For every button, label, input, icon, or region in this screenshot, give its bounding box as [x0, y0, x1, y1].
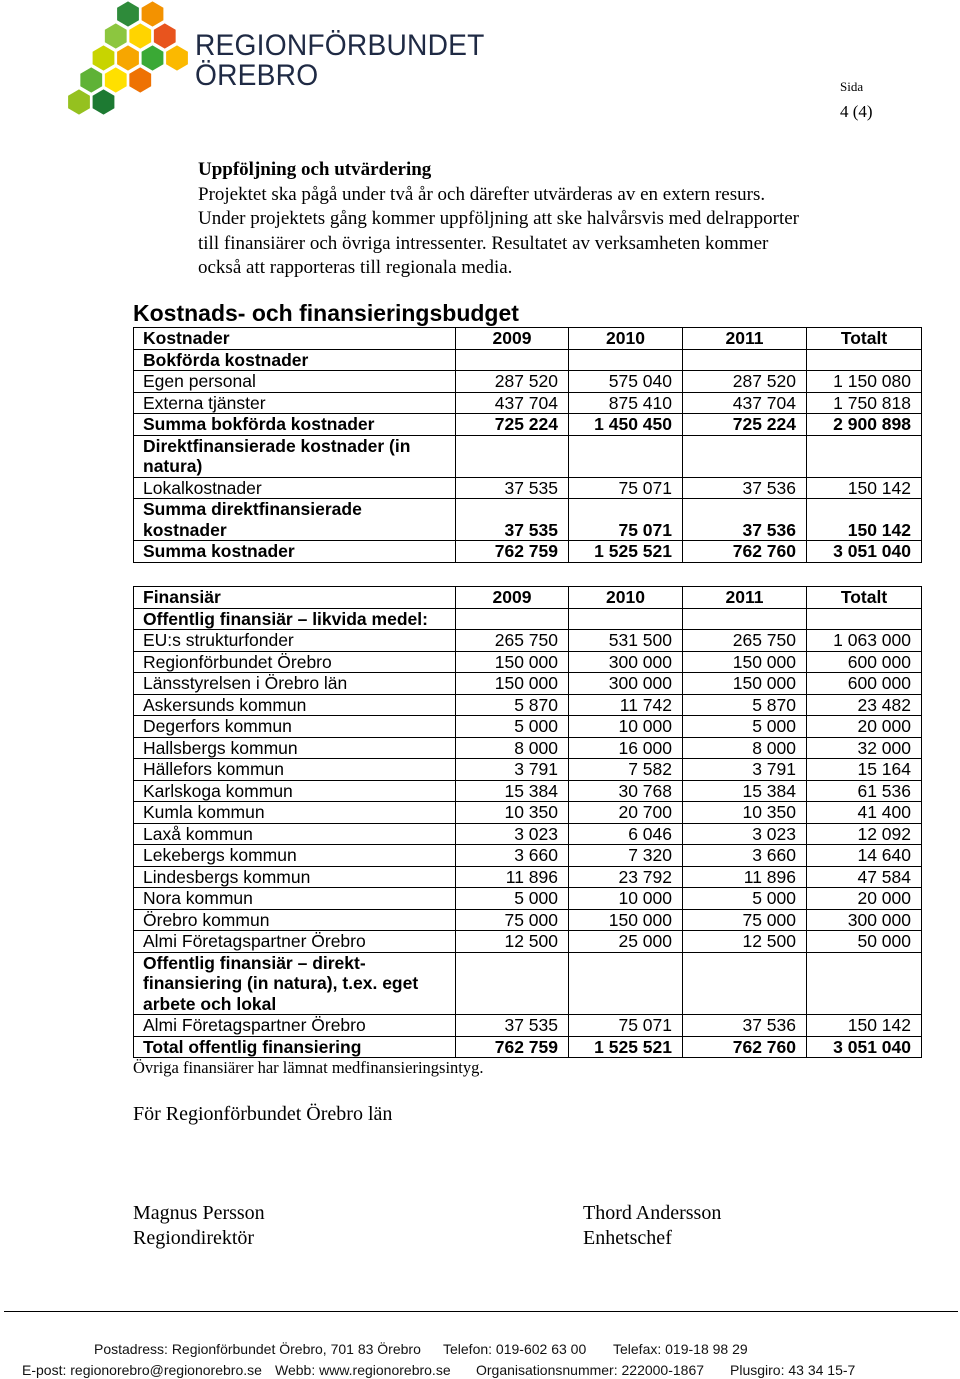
logo-hexagon: [166, 45, 188, 70]
cell-2009: 762 759: [456, 541, 569, 563]
cell-2009: 37 535: [456, 499, 569, 541]
paragraph-line: Projektet ska pågå under två år och därefter utvärderas av en extern resurs.: [198, 183, 766, 205]
cell-2010: 10 000: [569, 716, 683, 738]
cell-2010: 10 000: [569, 888, 683, 910]
cell-2009: 3 791: [456, 759, 569, 781]
cell-2011: 5 000: [683, 716, 807, 738]
table-row: [134, 759, 922, 781]
table-row: [134, 694, 922, 716]
cell-totalt: [807, 349, 922, 371]
cell-totalt: [807, 952, 922, 1015]
column-header-totalt: Totalt: [807, 587, 922, 609]
row-label: Askersunds kommun: [134, 694, 456, 716]
cell-2011: 5 000: [683, 888, 807, 910]
row-label: Örebro kommun: [134, 909, 456, 931]
cell-totalt: 15 164: [807, 759, 922, 781]
table-row-emphasized: [134, 414, 922, 436]
page-label: Sida: [840, 79, 864, 94]
cell-2009: [456, 608, 569, 630]
section-heading: Uppföljning och utvärdering: [198, 159, 432, 180]
cell-totalt: 600 000: [807, 651, 922, 673]
cost-table-body: [134, 328, 922, 563]
cell-totalt: 3 051 040: [807, 1036, 922, 1058]
row-label: Externa tjänster: [134, 392, 456, 414]
cell-2011: [683, 608, 807, 630]
cell-2011: 150 000: [683, 673, 807, 695]
row-label: Direktfinansierade kostnader (in natura): [134, 435, 456, 477]
cell-2010: 7 320: [569, 845, 683, 867]
cell-2010: 300 000: [569, 673, 683, 695]
row-label: Lindesbergs kommun: [134, 866, 456, 888]
cell-totalt: 20 000: [807, 888, 922, 910]
cell-2010: 75 071: [569, 1015, 683, 1037]
cell-2011: 37 536: [683, 1015, 807, 1037]
budget-title: Kostnads- och finansieringsbudget: [133, 300, 519, 326]
table-row: [134, 737, 922, 759]
row-label: Offentlig finansiär – direkt- finansiering (in natura), t.ex. eget arbete och lokal: [134, 952, 456, 1015]
cell-2009: 265 750: [456, 630, 569, 652]
cell-2009: 287 520: [456, 371, 569, 393]
cell-2010: 875 410: [569, 392, 683, 414]
cell-totalt: 600 000: [807, 673, 922, 695]
paragraph-line: till finansiärer och övriga intressenter. Resultatet av verksamheten kommer: [198, 232, 769, 254]
cell-2009: 3 023: [456, 823, 569, 845]
row-label: Almi Företagspartner Örebro: [134, 1015, 456, 1037]
funding-table-body: [134, 587, 922, 1058]
cell-2009: 150 000: [456, 651, 569, 673]
row-label: Lokalkostnader: [134, 477, 456, 499]
cell-2009: 3 660: [456, 845, 569, 867]
cell-totalt: 32 000: [807, 737, 922, 759]
cell-2009: 5 870: [456, 694, 569, 716]
paragraph-line: också att rapporteras till regionala media.: [198, 257, 513, 279]
cell-2011: 725 224: [683, 414, 807, 436]
cell-totalt: 150 142: [807, 499, 922, 541]
table-row: [134, 845, 922, 867]
cell-2011: 3 791: [683, 759, 807, 781]
table-row: [134, 1015, 922, 1037]
table-row: [134, 651, 922, 673]
cell-2011: [683, 349, 807, 371]
cell-2011: 762 760: [683, 541, 807, 563]
cell-2010: 25 000: [569, 931, 683, 953]
signatory-title: Regiondirektör: [133, 1227, 255, 1249]
header-label: Finansiär: [134, 587, 456, 609]
cell-totalt: [807, 608, 922, 630]
cell-2011: 762 760: [683, 1036, 807, 1058]
signatory-name: Thord Andersson: [583, 1202, 722, 1224]
row-label: Summa direktfinansierade kostnader: [134, 499, 456, 541]
cell-2010: 16 000: [569, 737, 683, 759]
cell-2009: [456, 952, 569, 1015]
logo-wordmark-top: REGIONFÖRBUNDET: [195, 29, 485, 62]
column-header-2009: 2009: [456, 328, 569, 350]
table-row-emphasized: [134, 952, 922, 1015]
table-row-emphasized: [134, 541, 922, 563]
cell-2009: 150 000: [456, 673, 569, 695]
cell-totalt: 23 482: [807, 694, 922, 716]
cell-2010: [569, 608, 683, 630]
table-row: [134, 888, 922, 910]
cell-totalt: 47 584: [807, 866, 922, 888]
signatory-title: Enhetschef: [583, 1227, 672, 1249]
cell-2009: 5 000: [456, 888, 569, 910]
column-header-totalt: Totalt: [807, 328, 922, 350]
logo-hexagon: [80, 67, 102, 92]
table-row-emphasized: [134, 608, 922, 630]
table-row: [134, 392, 922, 414]
cell-2010: 30 768: [569, 780, 683, 802]
cell-2009: [456, 435, 569, 477]
table-row: [134, 909, 922, 931]
signoff: För Regionförbundet Örebro län: [133, 1103, 393, 1125]
funding-table: [133, 586, 922, 1058]
cell-2011: 37 536: [683, 477, 807, 499]
logo-hexagon: [93, 89, 115, 114]
logo-hexagon: [142, 1, 164, 26]
table-row: [134, 630, 922, 652]
row-label: Kumla kommun: [134, 802, 456, 824]
cell-2011: 12 500: [683, 931, 807, 953]
row-label: Offentlig finansiär – likvida medel:: [134, 608, 456, 630]
cell-2010: 1 525 521: [569, 1036, 683, 1058]
cell-2011: 437 704: [683, 392, 807, 414]
cell-2010: 6 046: [569, 823, 683, 845]
cell-2010: 150 000: [569, 909, 683, 931]
cell-2009: [456, 349, 569, 371]
row-label: Total offentlig finansiering: [134, 1036, 456, 1058]
table-row: [134, 477, 922, 499]
table-row: [134, 780, 922, 802]
table-row: [134, 866, 922, 888]
cell-totalt: 61 536: [807, 780, 922, 802]
cell-2011: 265 750: [683, 630, 807, 652]
cell-2011: 8 000: [683, 737, 807, 759]
logo-hexagon: [68, 89, 90, 114]
table-row-emphasized: [134, 349, 922, 371]
cell-2011: [683, 435, 807, 477]
footer-postal-address: Postadress: Regionförbundet Örebro, 701 83 Örebro: [94, 1341, 421, 1357]
row-label: Bokförda kostnader: [134, 349, 456, 371]
cell-totalt: 41 400: [807, 802, 922, 824]
cell-2010: 7 582: [569, 759, 683, 781]
cell-2009: 725 224: [456, 414, 569, 436]
row-label: Lekebergs kommun: [134, 845, 456, 867]
footnote: Övriga finansiärer har lämnat medfinansieringsintyg.: [133, 1058, 484, 1077]
cell-2010: 1 525 521: [569, 541, 683, 563]
cell-2009: 37 535: [456, 1015, 569, 1037]
row-label: Degerfors kommun: [134, 716, 456, 738]
logo-hexagon: [117, 1, 139, 26]
logo-hexagon: [93, 45, 115, 70]
cell-2009: 437 704: [456, 392, 569, 414]
logo-hexagon: [142, 45, 164, 70]
cell-totalt: [807, 435, 922, 477]
cell-2010: 75 071: [569, 499, 683, 541]
cell-2009: 5 000: [456, 716, 569, 738]
cell-2010: 1 450 450: [569, 414, 683, 436]
cell-totalt: 2 900 898: [807, 414, 922, 436]
table-row: [134, 802, 922, 824]
cell-2011: 287 520: [683, 371, 807, 393]
cell-2011: 37 536: [683, 499, 807, 541]
table-row-emphasized: [134, 435, 922, 477]
footer-web: Webb: www.regionorebro.se: [275, 1362, 451, 1378]
table-row: [134, 716, 922, 738]
cell-2009: 75 000: [456, 909, 569, 931]
row-label: Hällefors kommun: [134, 759, 456, 781]
footer-fax: Telefax: 019-18 98 29: [613, 1341, 748, 1357]
column-header-2010: 2010: [569, 328, 683, 350]
row-label: Länsstyrelsen i Örebro län: [134, 673, 456, 695]
logo-hexagon: [129, 23, 151, 48]
column-header-2011: 2011: [683, 328, 807, 350]
cell-totalt: 150 142: [807, 477, 922, 499]
cell-2011: 150 000: [683, 651, 807, 673]
cell-2010: 300 000: [569, 651, 683, 673]
cell-2011: 11 896: [683, 866, 807, 888]
column-header-2009: 2009: [456, 587, 569, 609]
logo-hexagon: [105, 67, 127, 92]
cost-table: [133, 327, 922, 563]
cell-2010: [569, 349, 683, 371]
cell-totalt: 1 063 000: [807, 630, 922, 652]
cell-2009: 12 500: [456, 931, 569, 953]
cell-totalt: 1 150 080: [807, 371, 922, 393]
row-label: Hallsbergs kommun: [134, 737, 456, 759]
cell-2010: [569, 952, 683, 1015]
logo-hexagon: [154, 23, 176, 48]
cell-2009: 15 384: [456, 780, 569, 802]
signatory-name: Magnus Persson: [133, 1202, 265, 1224]
table-header-row: [134, 328, 922, 350]
cell-2011: 3 023: [683, 823, 807, 845]
table-header-row: [134, 587, 922, 609]
footer-org-number: Organisationsnummer: 222000-1867: [476, 1362, 705, 1378]
cell-totalt: 3 051 040: [807, 541, 922, 563]
logo-hexagon: [105, 23, 127, 48]
footer-plusgiro: Plusgiro: 43 34 15-7: [730, 1362, 856, 1378]
cell-2011: 75 000: [683, 909, 807, 931]
cell-totalt: 1 750 818: [807, 392, 922, 414]
table-row: [134, 931, 922, 953]
cell-2011: [683, 952, 807, 1015]
logo-mark: [62, 0, 190, 116]
row-label: Egen personal: [134, 371, 456, 393]
footer-phone: Telefon: 019-602 63 00: [443, 1341, 587, 1357]
page-number: 4 (4): [840, 102, 873, 121]
row-label: Karlskoga kommun: [134, 780, 456, 802]
paragraph-line: Under projektets gång kommer uppföljning att ske halvårsvis med delrapporter: [198, 208, 799, 230]
cell-2010: 75 071: [569, 477, 683, 499]
header-label: Kostnader: [134, 328, 456, 350]
footer-email: E-post: regionorebro@regionorebro.se: [22, 1362, 262, 1378]
cell-2010: [569, 435, 683, 477]
cell-totalt: 14 640: [807, 845, 922, 867]
cell-2011: 10 350: [683, 802, 807, 824]
table-row-emphasized: [134, 499, 922, 541]
row-label: Laxå kommun: [134, 823, 456, 845]
row-label: EU:s strukturfonder: [134, 630, 456, 652]
logo-hexagon: [117, 45, 139, 70]
cell-2009: 11 896: [456, 866, 569, 888]
cell-2011: 3 660: [683, 845, 807, 867]
footer-rule: [4, 1311, 958, 1312]
cell-totalt: 50 000: [807, 931, 922, 953]
row-label: Nora kommun: [134, 888, 456, 910]
cell-2010: 23 792: [569, 866, 683, 888]
cell-2010: 11 742: [569, 694, 683, 716]
cell-totalt: 150 142: [807, 1015, 922, 1037]
cell-2009: 8 000: [456, 737, 569, 759]
table-row: [134, 823, 922, 845]
cell-totalt: 20 000: [807, 716, 922, 738]
cell-totalt: 300 000: [807, 909, 922, 931]
cell-totalt: 12 092: [807, 823, 922, 845]
logo-hexagon: [129, 67, 151, 92]
row-label: Summa bokförda kostnader: [134, 414, 456, 436]
cell-2009: 762 759: [456, 1036, 569, 1058]
cell-2010: 531 500: [569, 630, 683, 652]
column-header-2010: 2010: [569, 587, 683, 609]
logo-wordmark-bottom: ÖREBRO: [195, 59, 319, 92]
cell-2009: 37 535: [456, 477, 569, 499]
cell-2009: 10 350: [456, 802, 569, 824]
row-label: Regionförbundet Örebro: [134, 651, 456, 673]
table-row: [134, 673, 922, 695]
column-header-2011: 2011: [683, 587, 807, 609]
table-row: [134, 371, 922, 393]
row-label: Summa kostnader: [134, 541, 456, 563]
followup-section: [198, 158, 799, 281]
cell-2011: 5 870: [683, 694, 807, 716]
cell-2010: 20 700: [569, 802, 683, 824]
table-row-emphasized: [134, 1036, 922, 1058]
cell-2011: 15 384: [683, 780, 807, 802]
cell-2010: 575 040: [569, 371, 683, 393]
row-label: Almi Företagspartner Örebro: [134, 931, 456, 953]
